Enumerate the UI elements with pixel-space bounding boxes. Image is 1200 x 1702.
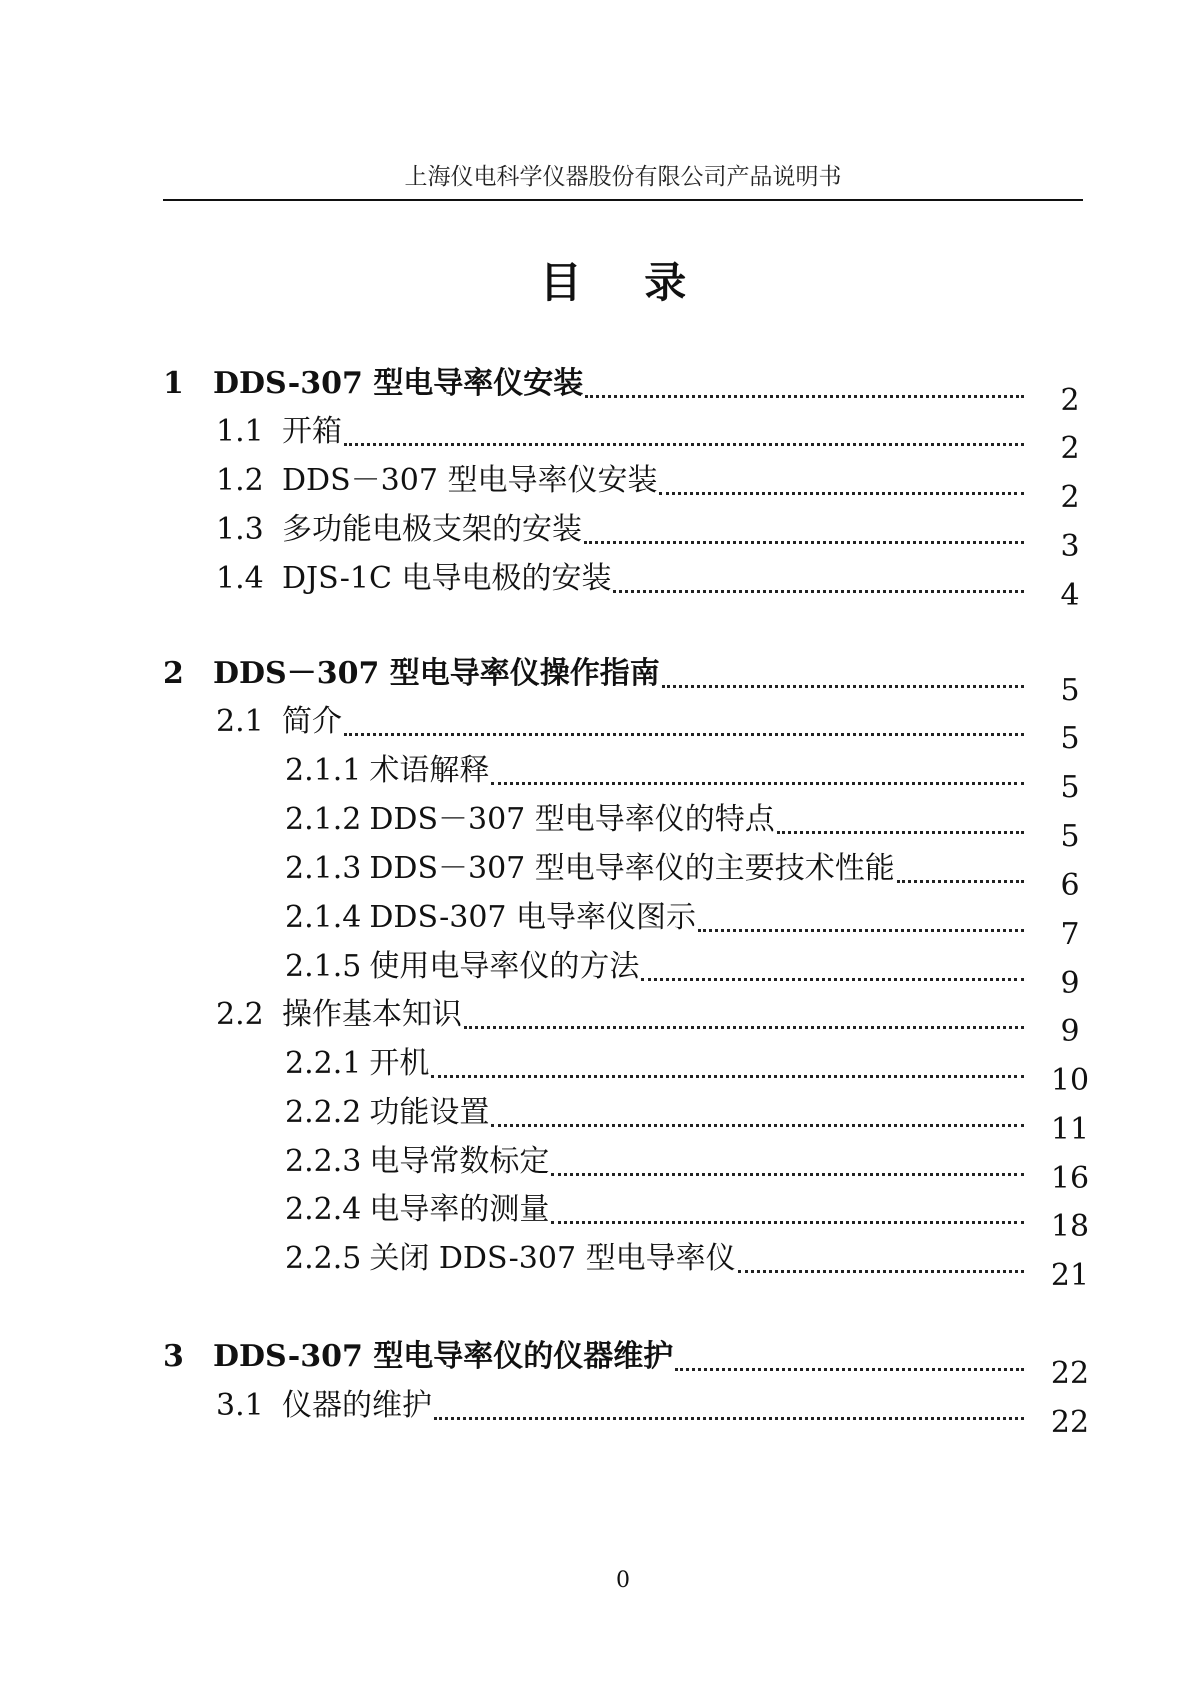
footer-page-number: 0 [616,1568,630,1593]
toc-entry-label [216,1388,432,1424]
toc-entry-title: DDS-307 电导率仪图示 [369,900,697,935]
toc-entry-title: 术语解释 [369,753,490,788]
toc-entry-title: DDS－307 型电导率仪操作指南 [213,656,660,691]
toc-entry-page: 7 [1060,917,1080,952]
dot-leader [551,1221,1024,1224]
toc-entry-label [285,1046,429,1082]
toc-entry-label [285,1241,736,1277]
toc-entry-title: 使用电导率仪的方法 [369,949,640,984]
toc-entry-number: 2.1.2 [285,802,362,837]
dot-leader [641,978,1024,981]
toc-entry-page: 9 [1060,966,1080,1001]
toc-entry-page: 16 [1050,1161,1090,1196]
dot-leader [431,1075,1024,1078]
toc-entry-number: 2.2.1 [285,1046,362,1081]
toc-entry-label [285,1095,489,1131]
toc-entry-number: 2.1.5 [285,949,362,984]
toc-entry-number: 1 [163,366,184,401]
dot-leader [491,1124,1024,1127]
toc-entry-label [285,753,489,789]
toc-entry [0,557,1200,617]
toc-entry-label [216,512,582,548]
toc-entry-label [216,704,342,740]
toc-entry-number: 1.1 [216,414,264,449]
toc-entry-number: 2.2.4 [285,1192,362,1227]
toc-entry-label [216,463,657,499]
dot-leader [584,541,1024,544]
toc-entry-title: 电导率的测量 [369,1192,550,1227]
toc-entry-number: 1.2 [216,463,264,498]
toc-entry-number: 2.1.1 [285,753,362,788]
toc-entry-number: 2.1 [216,704,264,739]
toc-entry-page: 22 [1050,1405,1090,1440]
toc-entry-title: 多功能电极支架的安装 [282,512,582,547]
toc-entry-page: 3 [1060,529,1080,564]
toc-entry-number: 2.1.4 [285,900,362,935]
toc-entry-title: 开箱 [282,414,342,449]
toc-entry-title: 电导常数标定 [369,1144,550,1179]
dot-leader [777,831,1024,834]
toc-entry-title: DDS-307 型电导率仪安装 [213,366,584,401]
dot-leader [344,443,1024,446]
toc-entry-label [285,900,696,936]
toc-entry [0,1384,1200,1444]
dot-leader [613,590,1024,593]
dot-leader [491,782,1024,785]
toc-entry-number: 2 [163,656,184,691]
toc-entry-page: 2 [1060,431,1080,466]
toc-entry-page: 21 [1050,1258,1090,1293]
dot-leader [464,1026,1024,1029]
toc-entry-page: 5 [1060,721,1080,756]
toc-entry-title: 操作基本知识 [282,997,462,1032]
toc-entry-number: 2.2.2 [285,1095,362,1130]
toc-entry-page: 2 [1060,480,1080,515]
toc-entry-page: 5 [1060,673,1080,708]
toc-entry-number: 1.4 [216,561,264,596]
toc-entry-number: 3 [163,1339,184,1374]
toc-entry-number: 1.3 [216,512,264,547]
toc-entry-label [216,414,342,450]
toc-entry-label [216,561,611,597]
dot-leader [585,395,1024,398]
toc-entry-label [285,851,895,887]
toc-entry-label [163,366,583,402]
toc-entry-page: 6 [1060,868,1080,903]
toc-entry-number: 3.1 [216,1388,264,1423]
toc-entry-number: 2.2.5 [285,1241,362,1276]
dot-leader [897,880,1024,883]
toc-entry [0,1237,1200,1297]
toc-entry-title: 功能设置 [369,1095,490,1130]
toc-entry-label [285,949,639,985]
dot-leader [344,733,1024,736]
toc-entry-label [285,802,775,838]
toc-entry-title: DDS－307 型电导率仪的特点 [369,802,775,837]
toc-entry-label [285,1192,549,1228]
dot-leader [675,1368,1024,1371]
dot-leader [738,1270,1024,1273]
toc-entry-number: 2.1.3 [285,851,362,886]
toc-entry-label [163,1339,673,1375]
toc-entry-title: DDS-307 型电导率仪的仪器维护 [213,1339,674,1374]
toc-entry-page: 18 [1050,1209,1090,1244]
toc-title: 目 录 [539,258,711,307]
toc-entry-title: 关闭 DDS-307 型电导率仪 [369,1241,736,1276]
toc-entry-page: 10 [1050,1063,1090,1098]
toc-entry-label [285,1144,549,1180]
toc-entry-page: 5 [1060,770,1080,805]
toc-entry-label [163,656,660,692]
toc-entry-title: DJS-1C 电导电极的安装 [282,561,612,596]
toc-entry-page: 4 [1060,578,1080,613]
toc-entry-page: 22 [1050,1356,1090,1391]
page-header: 上海仪电科学仪器股份有限公司产品说明书 [404,164,842,190]
dot-leader [662,685,1024,688]
toc-entry-page: 11 [1050,1112,1090,1147]
toc-entry-title: DDS－307 型电导率仪安装 [282,463,658,498]
toc-entry-page: 9 [1060,1014,1080,1049]
toc-entry-title: 开机 [369,1046,430,1081]
toc-entry-number: 2.2.3 [285,1144,362,1179]
dot-leader [659,492,1024,495]
toc-entry-title: 简介 [282,704,342,739]
toc-entry-page: 2 [1060,383,1080,418]
toc-entry-title: DDS－307 型电导率仪的主要技术性能 [369,851,895,886]
dot-leader [698,929,1024,932]
dot-leader [551,1173,1024,1176]
toc-entry-title: 仪器的维护 [282,1388,432,1423]
dot-leader [434,1417,1024,1420]
toc-entry-page: 5 [1060,819,1080,854]
toc-entry-number: 2.2 [216,997,264,1032]
toc-entry-label [216,997,462,1033]
